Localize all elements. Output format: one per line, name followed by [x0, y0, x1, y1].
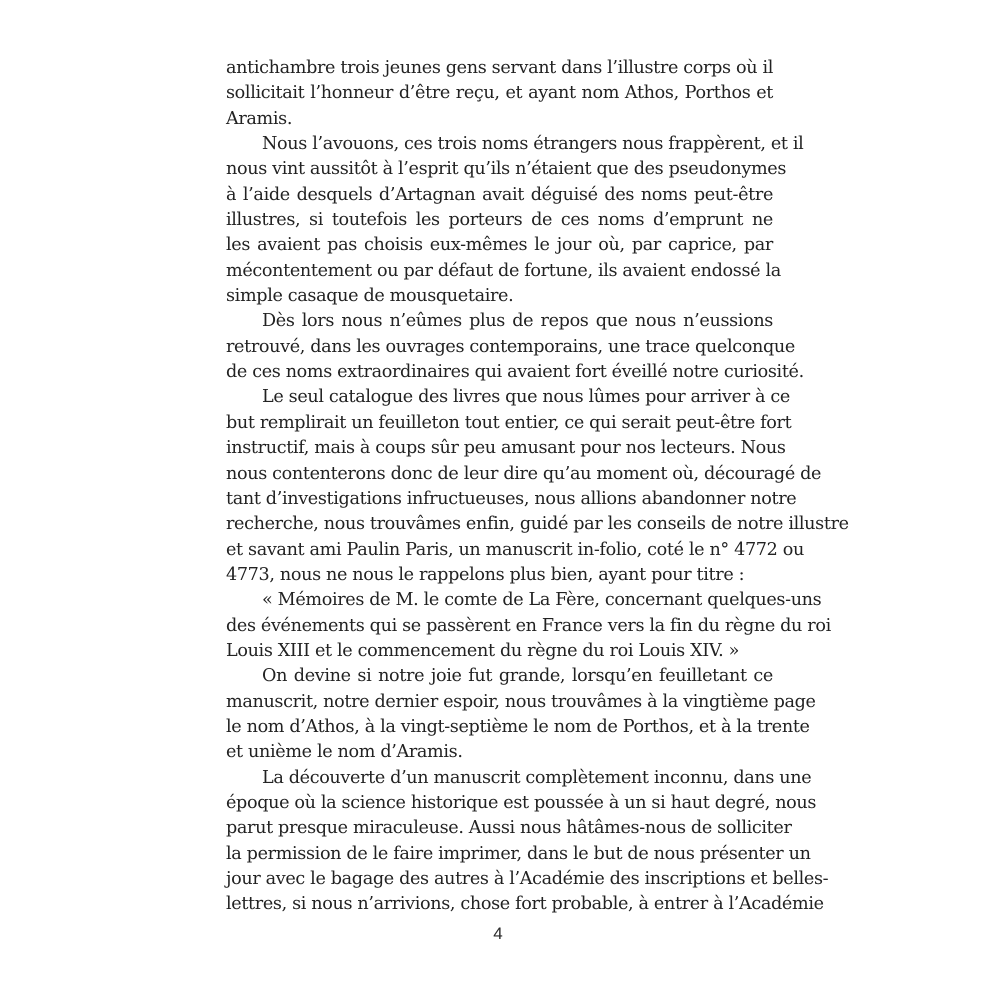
text-line: nous contenterons donc de leur dire qu’au moment où, découragé de [226, 463, 822, 484]
text-line: lettres, si nous n’arrivions, chose fort probable, à entrer à l’Académie [226, 894, 824, 915]
text-line: la permission de le faire imprimer, dans le but de nous présenter un [226, 843, 811, 864]
paragraph [226, 56, 773, 132]
text-line: sollicitait l’honneur d’être reçu, et ayant nom Athos, Porthos et [226, 83, 773, 104]
text-line: antichambre trois jeunes gens servant dans l’illustre corps où il [226, 58, 773, 78]
text-line: La découverte d’un manuscrit complètement inconnu, dans une [262, 767, 812, 788]
text-line: parut presque miraculeuse. Aussi nous hâtâmes-nous de solliciter [226, 818, 792, 839]
text-line: Aramis. [226, 108, 293, 129]
text-line: époque où la science historique est poussée à un si haut degré, nous [226, 792, 817, 813]
paragraph [226, 309, 804, 385]
text-line: illustres, si toutefois les porteurs de ces noms d’emprunt ne [226, 210, 773, 231]
text-line: mécontentement ou par défaut de fortune, ils avaient endossé la [226, 260, 781, 281]
text-line: nous vint aussitôt à l’esprit qu’ils n’étaient que des pseudonymes [226, 159, 787, 180]
text-line: et unième le nom d’Aramis. [226, 742, 463, 763]
text-line: On devine si notre joie fut grande, lorsqu’en feuilletant ce [262, 666, 773, 687]
text-line: « Mémoires de M. le comte de La Fère, concernant quelques-uns [262, 590, 822, 611]
text-line: tant d’investigations infructueuses, nous allions abandonner notre [226, 488, 797, 509]
paragraph [226, 664, 816, 765]
paragraph [226, 385, 849, 588]
text-line: les avaient pas choisis eux-mêmes le jour où, par caprice, par [226, 235, 773, 256]
text-line: de ces noms extraordinaires qui avaient fort éveillé notre curiosité. [226, 362, 804, 383]
text-line: à l’aide desquels d’Artagnan avait déguisé des noms peut-être [226, 184, 773, 205]
text-line: retrouvé, dans les ouvrages contemporains, une trace quelconque [226, 336, 795, 357]
quoted-title-paragraph [226, 588, 831, 664]
text-line: jour avec le bagage des autres à l’Académie des inscriptions et belles- [226, 869, 829, 889]
text-line: Dès lors nous n’eûmes plus de repos que nous n’eussions [262, 311, 773, 332]
text-line: Louis XIII et le commencement du règne du roi Louis XIV. » [226, 640, 740, 661]
text-line: des événements qui se passèrent en France vers la fin du règne du roi [226, 615, 831, 636]
text-line: et savant ami Paulin Paris, un manuscrit in-folio, coté le n° 4772 ou [226, 539, 804, 560]
page-number: 4 [493, 924, 503, 943]
text-line: but remplirait un feuilleton tout entier, ce qui serait peut-être fort [226, 412, 792, 433]
text-line: recherche, nous trouvâmes enfin, guidé par les conseils de notre illustre [226, 514, 849, 535]
text-line: Nous l’avouons, ces trois noms étrangers nous frappèrent, et il [262, 134, 804, 155]
text-line: 4773, nous ne nous le rappelons plus bien, ayant pour titre : [226, 564, 745, 585]
text-line: Le seul catalogue des livres que nous lûmes pour arriver à ce [262, 387, 790, 408]
paragraph [226, 766, 829, 918]
text-line: simple casaque de mousquetaire. [226, 286, 514, 307]
text-line: manuscrit, notre dernier espoir, nous trouvâmes à la vingtième page [226, 691, 816, 712]
text-line: instructif, mais à coups sûr peu amusant pour nos lecteurs. Nous [226, 438, 786, 459]
body-text [226, 56, 849, 918]
text-line: le nom d’Athos, à la vingt-septième le nom de Porthos, et à la trente [226, 716, 810, 737]
paragraph [226, 132, 804, 309]
